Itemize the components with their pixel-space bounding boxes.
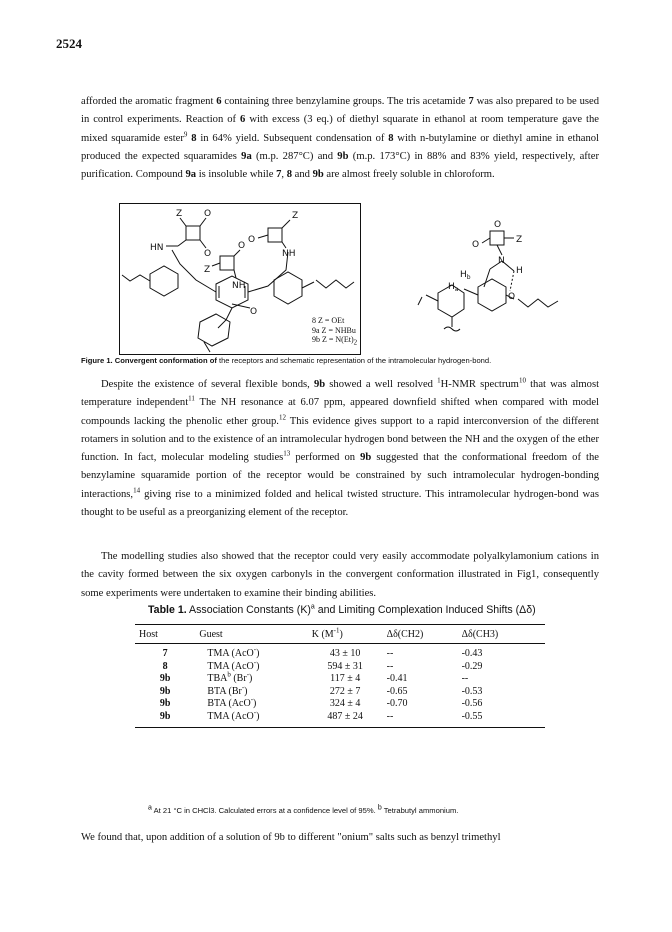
atom-z-mid: Z — [204, 265, 211, 275]
figure-hydrogen-bond-schematic — [398, 213, 578, 343]
paragraph-onium: We found that, upon addition of a solution of 9b to different "onium" salts such as benzyl trimethyl — [81, 832, 501, 843]
atom-z-s: Z — [516, 235, 523, 245]
atom-o-top: O — [204, 209, 212, 219]
atom-nh-right: NH — [282, 249, 296, 259]
atom-n-s: N — [498, 256, 505, 266]
atom-hb: $H_b$ — [460, 270, 471, 281]
figure-caption: Figure 1. Convergent conformation of the receptors and schematic representation of the intramolecular hydrogen-bond. — [81, 356, 492, 365]
atom-hn: HN — [150, 243, 164, 253]
atom-o-left: O — [204, 249, 212, 259]
legend-9b: 9b $Z = N(Et)_2$ — [312, 335, 358, 347]
table-row: 7 TMA (AcO-) 43 ± 10 -- -0.43 — [162, 645, 483, 659]
col-k: K $(M^{-1})$ — [308, 625, 383, 644]
atom-ha: $H_a$ — [448, 282, 459, 293]
page-number: 2524 — [56, 36, 82, 51]
paragraph-synthesis: afforded the aromatic fragment 6 containing three benzylamine groups. The tris acetamide 7 was also prepared to be used in control experiments. Reaction of 6 with excess (3 eq.) of diethyl squarate in ethanol at room temperature gave the mixed squaramide ester$^9$ 8 in 64% yield. Subsequent condensation of 8 with n-butylamine or diethyl amine in ethanol produced the expected squaramides 9a (m.p. 287°C) and 9b (m.p. 173°C) in 88% and 83% yield, respectively, after purification. Compound 9a is insoluble while 7, 8 and 9b are almost freely soluble in chloroform. — [81, 96, 600, 181]
paragraph-modelling: The modelling studies also showed that the receptor could very easily accommodate polyalkylamonium cations in the cavity formed between the six oxygen carbonyls in the convergent conformation illustrated in Fig1, consequently some experiments were undertaken to examine their binding abilities. — [81, 551, 599, 599]
atom-z-right: Z — [292, 211, 299, 221]
table-row: 9b BTA (AcO-) 324 ± 4 -0.70 -0.56 — [159, 695, 483, 709]
legend-9a: 9a Z = NHBu — [312, 325, 356, 335]
table-header-row — [135, 625, 545, 644]
figure-convergent-receptor — [119, 203, 361, 355]
atom-o-s2: O — [472, 240, 480, 250]
table-title: Table 1. Association Constants $(K)^a$ and Limiting Complexation Induced Shifts (Δδ) — [148, 603, 536, 616]
col-host: Host — [135, 625, 195, 644]
atom-o-lower: O — [250, 307, 258, 317]
col-dch2: Δδ(CH2) — [383, 625, 458, 644]
atom-o-right: O — [248, 235, 256, 245]
atom-h-s: H — [516, 266, 523, 276]
table-row: 8 TMA (AcO-) 594 ± 31 -- -0.29 — [162, 658, 483, 672]
atom-z-top: Z — [176, 209, 183, 219]
table-row: 9b TBA$^b$ (Br-) 117 ± 4 -0.41 -- — [159, 670, 469, 684]
figure-legend — [312, 316, 357, 345]
table-row: 9b BTA (Br-) 272 ± 7 -0.65 -0.53 — [159, 683, 483, 697]
atom-o-s1: O — [494, 220, 502, 230]
hbond-schematic-drawing — [398, 213, 578, 343]
legend-8: 8 Z = OEt — [312, 316, 345, 325]
col-guest: Guest — [195, 625, 307, 644]
association-constants-table — [135, 624, 545, 728]
col-dch3: Δδ(CH3) — [458, 625, 545, 644]
atom-nh-mid: NH — [232, 281, 246, 291]
atom-o-ether: O — [508, 292, 516, 302]
paragraph-nmr: Despite the existence of several flexible bonds, 9b showed a well resolved $^1$H-NMR spectrum$^{10}$ that was almost temperature independent$^{11}$ The NH resonance at 6.07 ppm, appeared downfield shifted when compared with model compounds lacking the phenolic ether group.$^{12}$ This evidence gives support to a rapid interconversion of the different rotamers in solution and to the existence of an intramolecular hydrogen bond between the NH and the oxygen of the ether function. In fact, molecular modeling studies$^{13}$ performed on 9b suggested that the conformational freedom of the benzylamine squaramide portion of the receptor would be constrained by such intramolecular hydrogen-bonding interactions,$^{14}$ giving rise to a minimized folded and helical twisted structure. This intramolecular hydrogen-bond was thought to be useful as a preorganizing element of the receptor. — [81, 376, 600, 519]
table-footnote: $^a$ At 21 °C in CHCl3. Calculated errors at a confidence level of 95%. $^b$ Tetrabutyl ammonium. — [148, 804, 459, 815]
atom-o-mid: O — [238, 241, 246, 251]
table-row: 9b TMA (AcO-) 487 ± 24 -- -0.55 — [135, 711, 545, 728]
